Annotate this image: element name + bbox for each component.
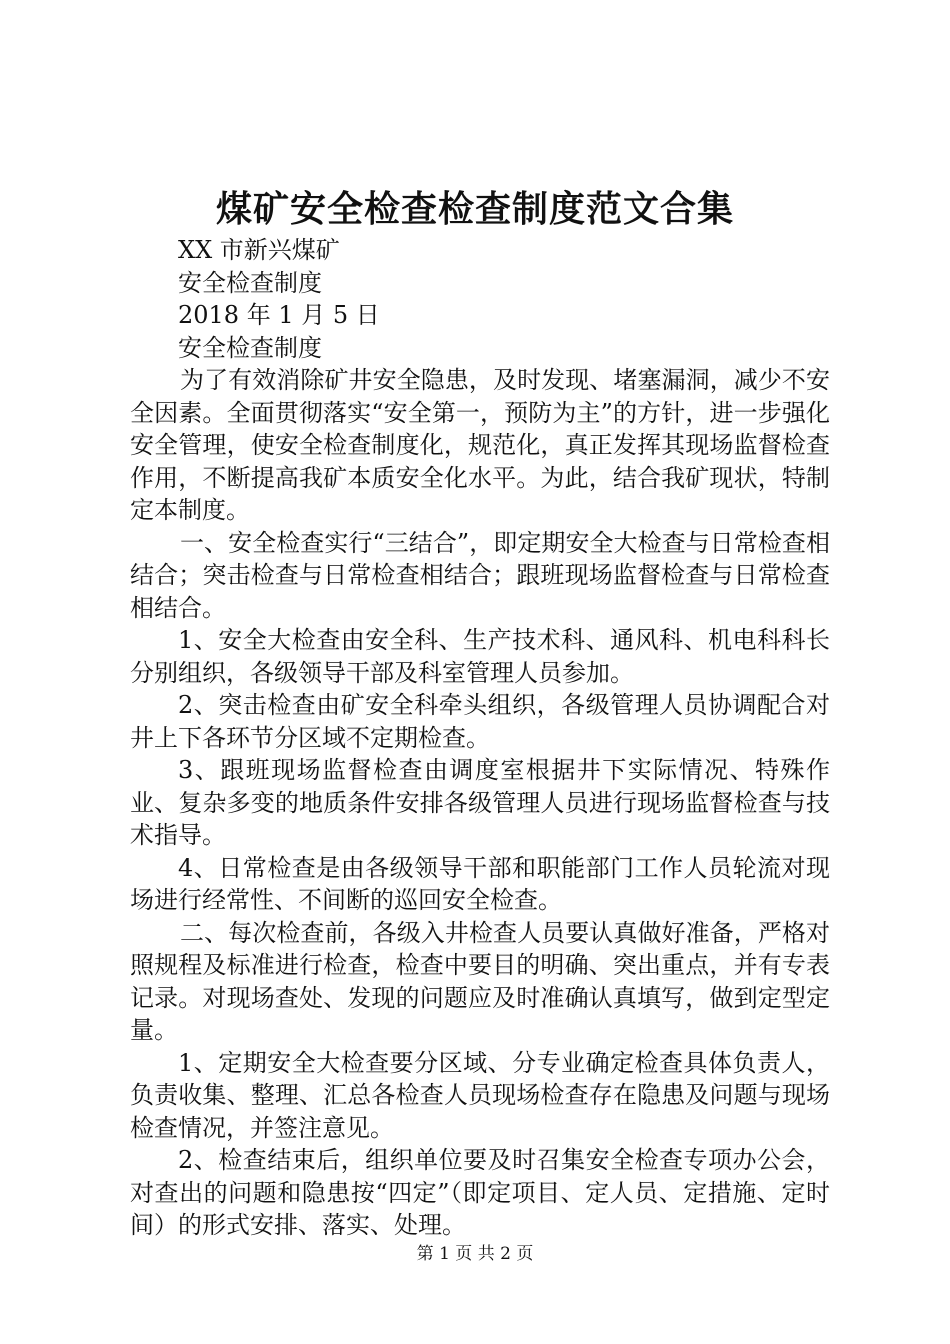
page-number-footer: 第 1 页 共 2 页 [416, 1244, 534, 1264]
meta-date: 2018 年 1 月 5 日 [178, 301, 380, 329]
document-body [130, 234, 830, 1242]
paragraph-item-1-3: 3、跟班现场监督检查由调度室根据井下实际情况、特殊作业、复杂多变的地质条件安排各级管理人员进行现场监督检查与技术指导。 [130, 756, 830, 849]
paragraph-intro: 为了有效消除矿井安全隐患，及时发现、堵塞漏洞，减少不安全因素。全面贯彻落实“安全第一，预防为主”的方针，进一步强化安全管理，使安全检查制度化，规范化，真正发挥其现场监督检查作用，不断提高我矿本质安全化水平。为此，结合我矿现状，特制定本制度。 [130, 366, 830, 524]
meta-company: XX 市新兴煤矿 [178, 236, 340, 264]
paragraph-item-1-2: 2、突击检查由矿安全科牵头组织，各级管理人员协调配合对井上下各环节分区域不定期检查。 [130, 691, 830, 752]
meta-heading: 安全检查制度 [178, 333, 322, 362]
paragraph-item-2-1: 1、定期安全大检查要分区域、分专业确定检查具体负责人，负责收集、整理、汇总各检查人员现场检查存在隐患及问题与现场检查情况，并签注意见。 [130, 1048, 830, 1142]
meta-doc-name: 安全检查制度 [178, 268, 322, 297]
paragraph-item-1-1: 1、安全大检查由安全科、生产技术科、通风科、机电科科长分别组织，各级领导干部及科室管理人员参加。 [130, 626, 830, 687]
paragraph-section-1: 一、安全检查实行“三结合”，即定期安全大检查与日常检查相结合；突击检查与日常检查相结合；跟班现场监督检查与日常检查相结合。 [130, 528, 830, 622]
paragraph-item-1-4: 4、日常检查是由各级领导干部和职能部门工作人员轮流对现场进行经常性、不间断的巡回安全检查。 [130, 853, 830, 914]
paragraph-section-2: 二、每次检查前，各级入井检查人员要认真做好准备，严格对照规程及标准进行检查，检查中要目的明确、突出重点，并有专表记录。对现场查处、发现的问题应及时准确认真填写，做到定型定量。 [130, 918, 830, 1044]
document-title: 煤矿安全检查检查制度范文合集 [215, 188, 734, 230]
paragraph-item-2-2: 2、检查结束后，组织单位要及时召集安全检查专项办公会，对查出的问题和隐患按“四定”（即定项目、定人员、定措施、定时间）的形式安排、落实、处理。 [130, 1146, 830, 1239]
